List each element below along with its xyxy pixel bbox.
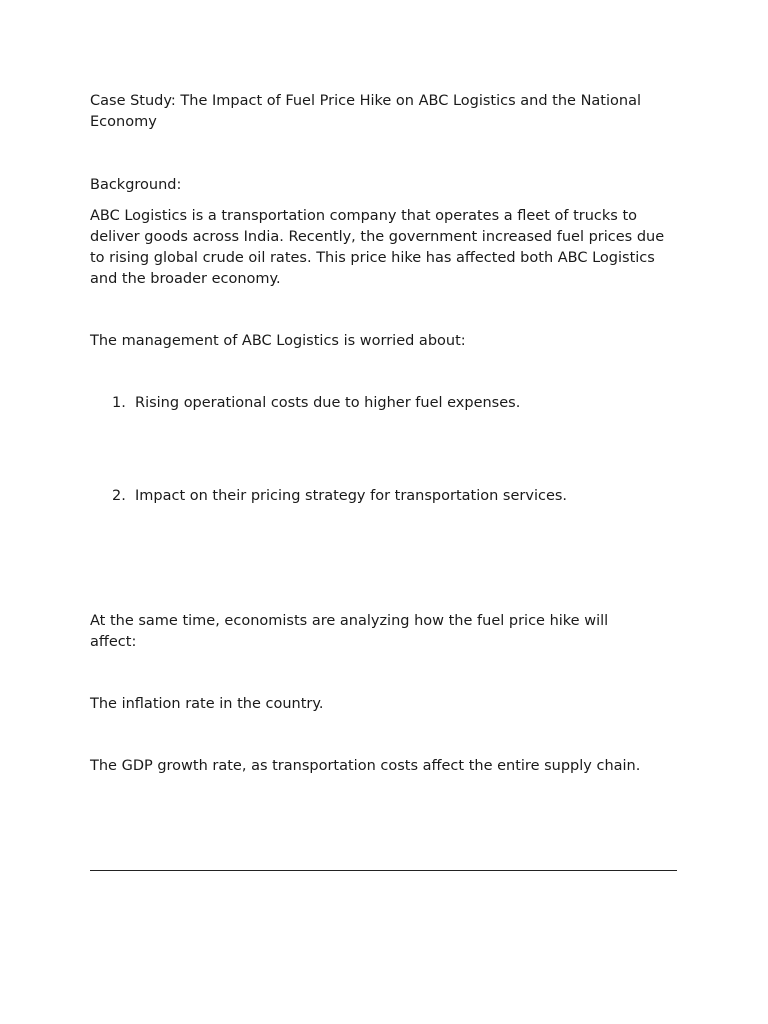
horizontal-rule <box>90 870 677 871</box>
document-title: Case Study: The Impact of Fuel Price Hike on ABC Logistics and the National Economy <box>90 93 641 130</box>
gdp-point: The GDP growth rate, as transportation costs affect the entire supply chain. <box>90 758 641 774</box>
list-item-text: Rising operational costs due to higher fuel expenses. <box>135 395 521 411</box>
inflation-point: The inflation rate in the country. <box>90 696 324 712</box>
concern-list-item <box>112 393 520 414</box>
management-intro: The management of ABC Logistics is worried about: <box>90 333 466 349</box>
concern-list-item <box>112 486 567 507</box>
list-item-text: Impact on their pricing strategy for transportation services. <box>135 488 568 504</box>
background-paragraph: ABC Logistics is a transportation company that operates a fleet of trucks to deliver goods across India. Recently, the government increased fuel prices due to rising global crude oil rates. This price hike has affected both ABC Logistics and the broader economy. <box>90 208 665 287</box>
list-number: 1. <box>112 395 126 411</box>
list-number: 2. <box>112 488 126 504</box>
background-heading: Background: <box>90 177 182 193</box>
economists-intro: At the same time, economists are analyzing how the fuel price hike will affect: <box>90 613 609 650</box>
